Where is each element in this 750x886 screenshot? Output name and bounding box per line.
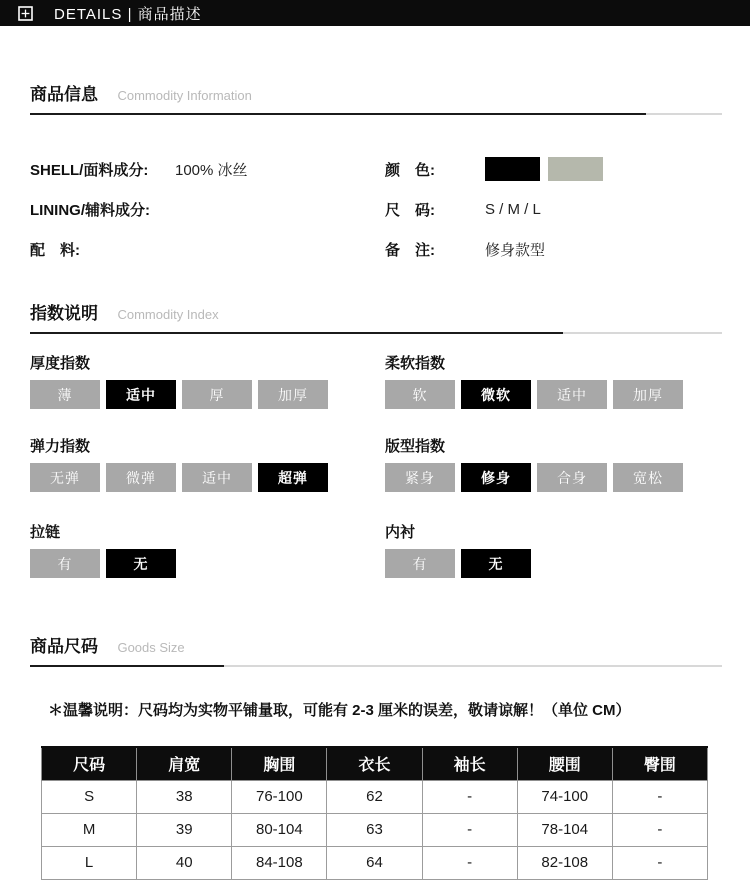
size-table-cell: - [612, 846, 707, 879]
option-chip-row [385, 463, 722, 492]
size-table-header-cell: 尺码 [42, 747, 137, 780]
accessory-label: 配 料: [30, 241, 80, 259]
section-head-commodity-index [30, 303, 722, 326]
size-table-cell: 76-100 [232, 780, 327, 813]
size-table-cell: - [612, 780, 707, 813]
option-chip-row [385, 380, 722, 409]
option-chip-selected: 超弹 [258, 463, 328, 492]
size-table-cell: 84-108 [232, 846, 327, 879]
size-table-cell: 63 [327, 813, 422, 846]
size-table [41, 746, 708, 880]
option-chip: 适中 [182, 463, 252, 492]
size-table-cell: M [42, 813, 137, 846]
option-chip: 无弹 [30, 463, 100, 492]
option-chip: 软 [385, 380, 455, 409]
section-title-zh: 商品尺码 [30, 637, 98, 656]
size-table-cell: 78-104 [517, 813, 612, 846]
index-group [385, 521, 722, 578]
info-right-column [385, 149, 722, 269]
size-table-row [42, 780, 708, 813]
size-table-header-row [42, 747, 708, 780]
commodity-info-grid [30, 149, 722, 269]
size-table-cell: 38 [137, 780, 232, 813]
index-group [30, 352, 385, 409]
option-chip: 薄 [30, 380, 100, 409]
details-header-title: DETAILS | 商品描述 [54, 5, 202, 23]
size-note: ＊温馨说明：尺码均为实物平铺量取，可能有 2-3 厘米的误差，敬请谅解！（单位 CM） [48, 702, 631, 719]
option-chip: 合身 [537, 463, 607, 492]
option-chip-row [385, 549, 722, 578]
color-swatches [485, 157, 603, 181]
section-title-en: Commodity Index [117, 307, 219, 322]
option-chip: 宽松 [613, 463, 683, 492]
option-chip: 微弹 [106, 463, 176, 492]
size-table-cell: 39 [137, 813, 232, 846]
option-chip-row [30, 549, 385, 578]
index-group [30, 521, 385, 578]
plus-square-icon [18, 6, 33, 21]
option-chip: 有 [30, 549, 100, 578]
info-row-color [385, 149, 722, 189]
size-value: S / M / L [485, 200, 541, 218]
size-table-header-cell: 臀围 [612, 747, 707, 780]
color-label: 颜 色: [385, 161, 435, 179]
index-group-label: 版型指数 [385, 438, 446, 455]
section-head-commodity-info [30, 84, 722, 107]
section-title-en: Goods Size [117, 640, 185, 655]
remark-value: 修身款型 [485, 241, 546, 259]
size-table-cell: - [612, 813, 707, 846]
option-chip-selected: 适中 [106, 380, 176, 409]
index-groups-grid [30, 334, 722, 578]
size-label: 尺 码: [385, 201, 435, 219]
index-group [385, 435, 722, 492]
size-table-cell: - [422, 846, 517, 879]
option-chip: 紧身 [385, 463, 455, 492]
size-table-row [42, 846, 708, 879]
section-underline [30, 113, 722, 115]
option-chip: 厚 [182, 380, 252, 409]
option-chip-row [30, 463, 385, 492]
size-table-header-cell: 胸围 [232, 747, 327, 780]
info-row-accessory [30, 229, 385, 269]
size-table-cell: - [422, 813, 517, 846]
size-table-cell: - [422, 780, 517, 813]
shell-label: SHELL/面料成分: [30, 161, 149, 179]
index-group-label: 弹力指数 [30, 438, 91, 455]
size-table-header-cell: 腰围 [517, 747, 612, 780]
color-swatch [548, 157, 603, 181]
option-chip: 加厚 [613, 380, 683, 409]
index-group [385, 352, 722, 409]
option-chip: 适中 [537, 380, 607, 409]
lining-label: LINING/辅料成分: [30, 201, 150, 219]
size-table-cell: S [42, 780, 137, 813]
info-row-remark [385, 229, 722, 269]
info-row-size [385, 189, 722, 229]
shell-value: 100% 冰丝 [175, 161, 248, 179]
remark-label: 备 注: [385, 241, 435, 259]
size-table-header-cell: 袖长 [422, 747, 517, 780]
size-table-cell: 64 [327, 846, 422, 879]
option-chip: 有 [385, 549, 455, 578]
size-table-cell: 40 [137, 846, 232, 879]
option-chip-selected: 无 [461, 549, 531, 578]
index-group-label: 厚度指数 [30, 355, 91, 372]
section-underline [30, 665, 722, 667]
info-left-column [30, 149, 385, 269]
size-table-header-cell: 衣长 [327, 747, 422, 780]
size-table-header-cell: 肩宽 [137, 747, 232, 780]
option-chip-selected: 修身 [461, 463, 531, 492]
option-chip: 加厚 [258, 380, 328, 409]
index-group-label: 内衬 [385, 524, 416, 541]
info-row-lining [30, 189, 385, 229]
section-head-goods-size [30, 636, 722, 659]
size-table-body [42, 780, 708, 879]
index-group-label: 柔软指数 [385, 355, 446, 372]
option-chip-row [30, 380, 385, 409]
details-header-bar [0, 0, 750, 26]
size-table-cell: 80-104 [232, 813, 327, 846]
size-table-cell: 62 [327, 780, 422, 813]
size-table-row [42, 813, 708, 846]
section-title-zh: 指数说明 [30, 304, 98, 323]
index-group-label: 拉链 [30, 524, 61, 541]
section-title-zh: 商品信息 [30, 85, 98, 104]
option-chip-selected: 无 [106, 549, 176, 578]
size-table-cell: 74-100 [517, 780, 612, 813]
info-row-shell [30, 149, 385, 189]
size-table-cell: L [42, 846, 137, 879]
section-title-en: Commodity Information [117, 88, 252, 103]
size-table-cell: 82-108 [517, 846, 612, 879]
color-swatch [485, 157, 540, 181]
option-chip-selected: 微软 [461, 380, 531, 409]
index-group [30, 435, 385, 492]
